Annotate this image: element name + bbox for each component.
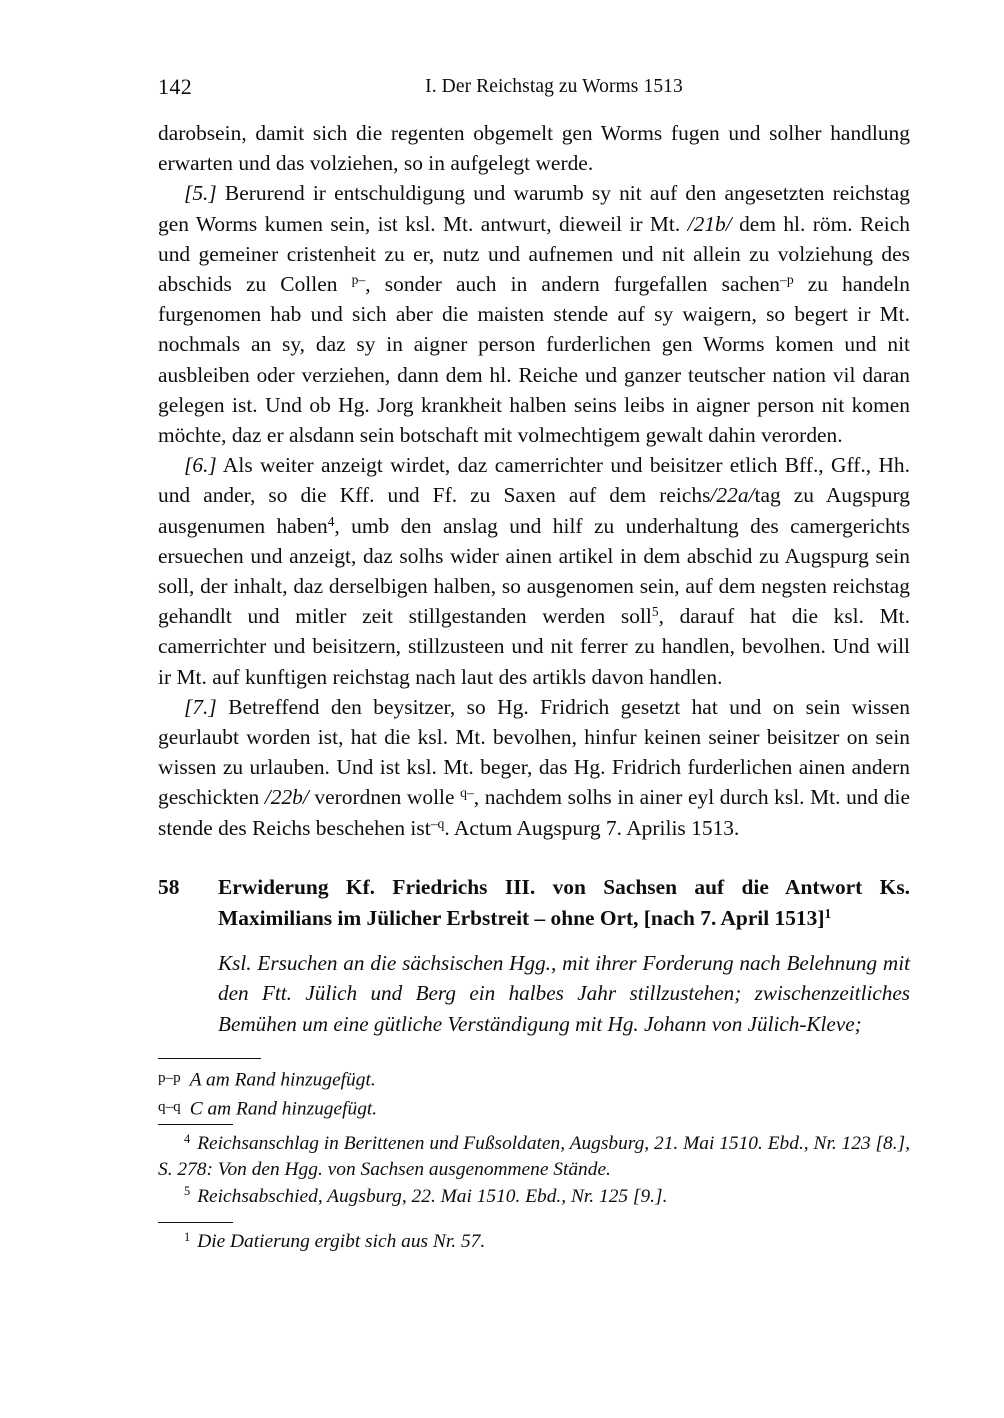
paragraph-darobsein [158, 118, 910, 178]
footnote-entry [158, 1229, 910, 1255]
paragraph-7-segment-2: verordnen wolle [308, 785, 461, 810]
footnote-rule [158, 1222, 233, 1223]
document-title [218, 872, 910, 933]
section-marker-6: [6.] [184, 453, 217, 478]
paragraph-5-segment-2: dem hl. röm. Reich und gemeiner cristenheit zu er, nutz und aufnemen und nit allein zu volziehung des abschids zu Collen [158, 211, 910, 297]
document-abstract [218, 948, 910, 1039]
apparatus-entry [158, 1065, 910, 1094]
paragraph-5-segment-4: zu handeln furgenomen hab und sich aber die maisten stende auf sy waigern, so begert ir Mt. nochmals an sy, daz sy in aigner person furderlichen gen Worms komen und nit ausbleiben oder verziehen, dann dem hl. Reiche und ganzer teutscher nation vil daran gelegen ist. Und ob Hg. Jorg krankheit halben seins leibs in aigner person nit komen möchte, daz er alsdann sein botschaft mit volmechtigem gewalt dahin verorden. [158, 272, 910, 448]
footnote-ref-1[interactable]: 1 [824, 905, 832, 921]
paragraph-6-segment-4: , darauf hat die ksl. Mt. camerrichter und beisitzern, stillzusteen und nit ferrer zu handlen, bevolhen. Und will ir Mt. auf kunftigen reichstag nach laut des artikls davon handlen. [158, 604, 910, 689]
apparatus-sigla: p–p [158, 1070, 181, 1086]
paragraph-7-segment-4: . Actum Augspurg 7. Aprilis 1513. [444, 815, 740, 840]
document-heading [158, 872, 910, 933]
apparatus-sigla-q-open: q– [460, 785, 474, 801]
footnote-text: Reichsanschlag in Berittenen und Fußsoldaten, Augsburg, 21. Mai 1510. Ebd., Nr. 123 [8.], S. 278: Von den Hgg. von Sachsen ausgenommene Stände. [158, 1133, 910, 1181]
footnote-entry [158, 1184, 910, 1210]
paragraph-6-segment-2: tag zu Augspurg ausgenumen haben [158, 483, 910, 538]
document-title-text: Erwiderung Kf. Friedrichs III. von Sachsen auf die Antwort Ks. Maximilians im Jülicher Erbstreit – ohne Ort, [nach 7. April 1513] [218, 875, 910, 930]
footnote-ref-4[interactable]: 4 [327, 513, 335, 529]
footnote-number: 4 [184, 1131, 191, 1146]
footnote-number: 1 [184, 1229, 191, 1244]
apparatus-sigla-p-close: –p [779, 272, 794, 288]
paragraph-7-segment-3: , nachdem solhs in ainer eyl durch ksl. Mt. und die stende des Reichs beschehen ist [158, 785, 910, 840]
paragraph-7-segment-1: Betreffend den beysitzer, so Hg. Fridrich gesetzt hat und on sein wissen geurlaubt worden ist, hat die ksl. Mt. bevolhen, hinfur keinen seiner beisitzer on sein wissen zu urlauben. Und ist ksl. Mt. beger, das Hg. Fridrich furderlichen ainen andern geschickten [158, 694, 910, 810]
section-marker-5: [5.] [184, 181, 217, 206]
footnotes-block-upper [158, 1124, 910, 1210]
apparatus-rule [158, 1058, 261, 1059]
running-head [158, 72, 910, 102]
abstract-text: Ksl. Ersuchen an die sächsischen Hgg., mit ihrer Forderung nach Belehnung mit den Ftt. Jülich und Berg ein halbes Jahr stillzustehen; zwischenzeitliches Bemühen um eine gütliche Verständigung mit Hg. Johann von Jülich-Kleve; [218, 951, 910, 1036]
section-marker-7: [7.] [184, 694, 217, 719]
paragraph-6-segment-1: Als weiter anzeigt wirdet, daz camerrichter und beisitzer etlich Bff., Gff., Hh. und ander, so die Kff. und Ff. zu Saxen auf dem reichs [158, 453, 910, 508]
apparatus-sigla-q-close: –q [430, 815, 445, 831]
apparatus-sigla-p-open: p– [351, 272, 366, 288]
running-head-title: I. Der Reichstag zu Worms 1513 [425, 76, 683, 97]
footnotes-block-lower [158, 1222, 910, 1255]
paragraph-6 [158, 450, 910, 692]
paragraph-text: darobsein, damit sich die regenten obgemelt gen Worms fugen und solher handlung erwarten und das volziehen, so in aufgelegt werde. [158, 121, 910, 176]
folio-marker-22a: /22a/ [710, 483, 755, 508]
paragraph-7 [158, 692, 910, 843]
folio-marker-21b: /21b/ [687, 211, 732, 236]
footnote-number: 5 [184, 1184, 191, 1199]
footnote-text: Reichsabschied, Augsburg, 22. Mai 1510. Ebd., Nr. 125 [9.]. [197, 1185, 668, 1207]
paragraph-5 [158, 178, 910, 450]
paragraph-5-segment-3: , sonder auch in andern furgefallen sachen [365, 272, 780, 297]
document-number: 58 [158, 875, 180, 899]
paragraph-5-segment-1: Berurend ir entschuldigung und warumb sy nit auf den angesetzten reichstag gen Worms kumen sein, ist ksl. Mt. antwurt, dieweil ir Mt. [158, 181, 910, 236]
critical-apparatus [158, 1058, 910, 1122]
footnote-text: Die Datierung ergibt sich aus Nr. 57. [197, 1231, 486, 1252]
page-number: 142 [158, 74, 193, 99]
apparatus-entry-text: A am Rand hinzugefügt. [189, 1069, 376, 1091]
folio-marker-22b: /22b/ [264, 785, 309, 810]
footnote-rule [158, 1124, 233, 1125]
apparatus-entry-text: C am Rand hinzugefügt. [189, 1097, 378, 1119]
main-text-column [158, 118, 910, 843]
apparatus-sigla: q–q [158, 1098, 181, 1115]
apparatus-entry [158, 1094, 910, 1123]
paragraph-6-segment-3: , umb den anslag und hilf zu underhaltung des camergerichts ersuechen und anzeigt, daz solhs wider ainen artikel in dem abschid zu Augspurg sein soll, der inhalt, daz derselbigen halben, so ausgenomen sein, auf dem negsten reichstag gehandlt und mitler zeit stillgestanden werden soll [158, 513, 910, 629]
footnote-entry [158, 1131, 910, 1184]
footnote-ref-5[interactable]: 5 [651, 604, 659, 620]
